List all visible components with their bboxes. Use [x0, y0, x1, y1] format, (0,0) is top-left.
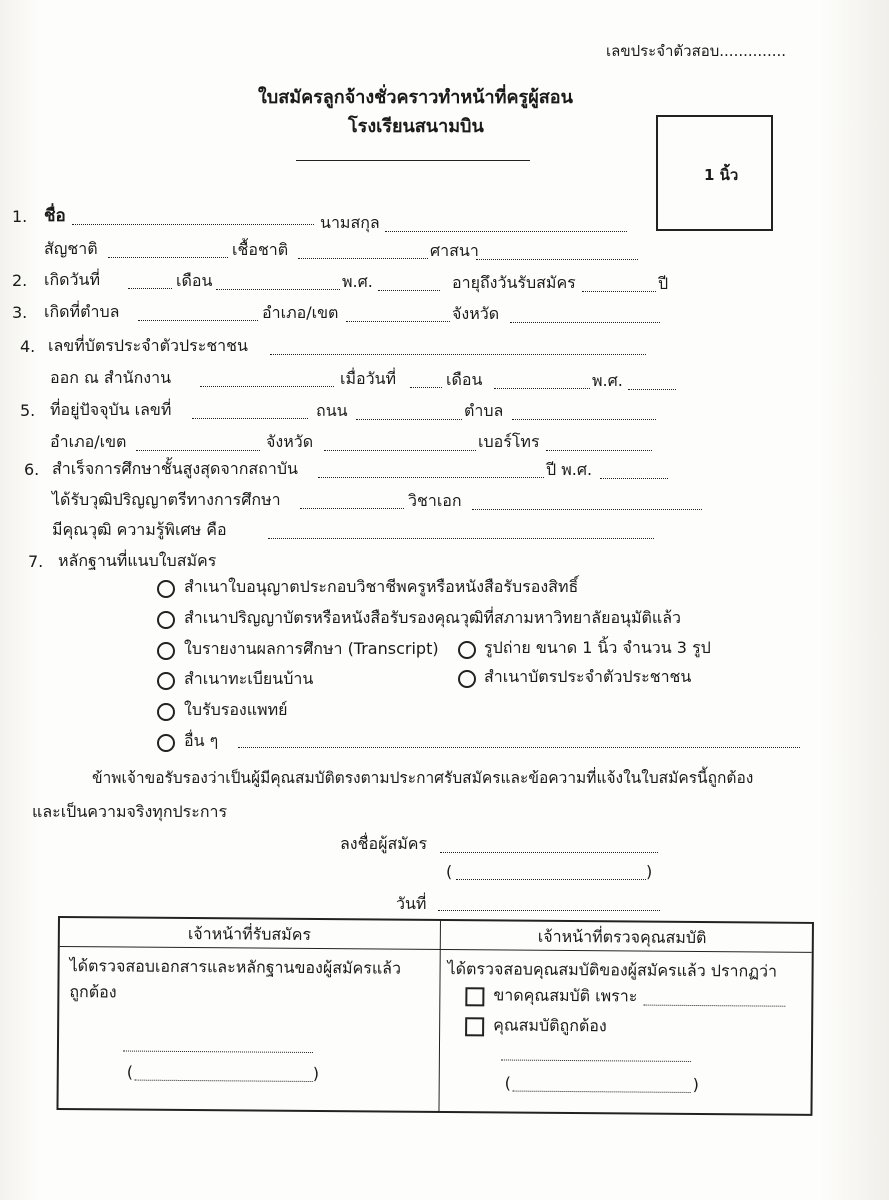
race-label: เชื้อชาติ: [232, 240, 289, 259]
major-label: วิชาเอก: [408, 491, 462, 510]
grad-year-field[interactable]: [600, 478, 668, 479]
officer-table: [56, 916, 814, 1116]
age-year-label: ปี: [658, 274, 669, 293]
issued-month-label: เดือน: [446, 370, 483, 389]
receiving-paren-close: ): [312, 1064, 320, 1084]
nationality-label: สัญชาติ: [44, 239, 98, 258]
subdistrict-label: ตำบล: [464, 401, 504, 420]
born-district-label: อำเภอ/เขต: [262, 303, 339, 322]
birth-day-label: เกิดวันที่: [44, 270, 101, 289]
license-option: สำเนาใบอนุญาตประกอบวิชาชีพครูหรือหนังสือรับรองสิทธิ์: [184, 577, 579, 596]
applicant-name-field[interactable]: [456, 879, 646, 880]
qualification-name-field[interactable]: [513, 1091, 691, 1093]
born-province-field[interactable]: [510, 322, 660, 323]
phone-field[interactable]: [546, 450, 652, 451]
medical-option: ใบรับรองแพทย์: [184, 700, 288, 719]
special-skill-field[interactable]: [268, 538, 654, 539]
id-copy-option: สำเนาบัตรประจำตัวประชาชน: [484, 667, 692, 686]
issued-at-field[interactable]: [200, 386, 334, 387]
item-number-7: 7.: [28, 552, 44, 571]
receiving-name-field[interactable]: [135, 1080, 313, 1082]
qualification-officer-header: เจ้าหน้าที่ตรวจคุณสมบัติ: [537, 926, 707, 948]
name-label: ชื่อ: [44, 206, 66, 226]
id-card-label: เลขที่บัตรประจำตัวประชาชน: [48, 336, 248, 355]
grad-year-label: ปี พ.ศ.: [546, 460, 593, 479]
birth-year-field[interactable]: [378, 290, 440, 291]
receiving-sign-field[interactable]: [123, 1051, 313, 1053]
issued-at-label: ออก ณ สำนักงาน: [50, 368, 172, 387]
district-label: อำเภอ/เขต: [50, 432, 127, 451]
highest-edu-label: สำเร็จการศึกษาชั้นสูงสุดจากสถาบัน: [52, 459, 298, 478]
qualified-label: คุณสมบัติถูกต้อง: [493, 1015, 607, 1036]
medical-radio[interactable]: [157, 703, 175, 721]
item-number-4: 4.: [20, 337, 36, 356]
age-label: อายุถึงวันรับสมัคร: [452, 273, 576, 292]
born-subdistrict-label: เกิดที่ตำบล: [44, 302, 120, 321]
date-field[interactable]: [438, 910, 660, 911]
religion-field[interactable]: [476, 259, 638, 260]
applicant-sign-label: ลงชื่อผู้สมัคร: [340, 834, 428, 853]
issued-year-label: พ.ศ.: [592, 371, 623, 390]
receiving-correct-text: ถูกต้อง: [69, 982, 117, 1002]
transcript-radio[interactable]: [157, 642, 175, 660]
id-copy-radio[interactable]: [458, 670, 476, 688]
highest-edu-field[interactable]: [318, 477, 544, 478]
issued-year-field[interactable]: [628, 389, 676, 390]
item-number-6: 6.: [24, 460, 40, 479]
birth-month-field[interactable]: [216, 289, 340, 290]
degree-option: สำเนาปริญญาบัตรหรือหนังสือรับรองคุณวุฒิที่สภามหาวิทยาลัยอนุมัติแล้ว: [184, 608, 682, 627]
issued-day-field[interactable]: [410, 387, 442, 388]
qualification-paren-open: (: [504, 1073, 512, 1093]
id-card-field[interactable]: [270, 354, 646, 355]
birth-month-label: เดือน: [176, 271, 213, 290]
road-field[interactable]: [356, 419, 462, 420]
photos-option: รูปถ่าย ขนาด 1 นิ้ว จำนวน 3 รูป: [484, 638, 711, 657]
name-field[interactable]: [72, 224, 314, 225]
paren-close: ): [646, 862, 653, 881]
surname-field[interactable]: [385, 231, 627, 232]
unqualified-reason-field[interactable]: [643, 1005, 785, 1007]
title-underline: [296, 160, 530, 161]
house-reg-radio[interactable]: [157, 672, 175, 690]
born-district-field[interactable]: [346, 321, 450, 322]
qualified-checkbox[interactable]: [465, 1017, 484, 1036]
special-skill-label: มีคุณวุฒิ ความรู้พิเศษ คือ: [52, 520, 227, 539]
other-radio[interactable]: [157, 734, 175, 752]
other-option: อื่น ๆ: [184, 731, 219, 750]
qualification-paren-close: ): [692, 1074, 700, 1095]
qualification-check-text: ได้ตรวจสอบคุณสมบัติของผู้สมัครแล้ว ปรากฏว่า: [447, 959, 778, 981]
photos-radio[interactable]: [458, 641, 476, 659]
qualification-sign-field[interactable]: [501, 1059, 691, 1061]
receiving-paren-open: (: [126, 1062, 134, 1082]
road-label: ถนน: [316, 401, 348, 420]
district-field[interactable]: [136, 450, 260, 451]
birth-year-label: พ.ศ.: [342, 272, 373, 291]
birth-day-field[interactable]: [128, 288, 172, 289]
paren-open: (: [446, 862, 453, 881]
born-subdistrict-field[interactable]: [138, 320, 258, 321]
license-radio[interactable]: [157, 580, 175, 598]
province-label: จังหวัด: [266, 432, 314, 451]
degree-radio[interactable]: [157, 611, 175, 629]
religion-label: ศาสนา: [430, 241, 479, 260]
unqualified-checkbox[interactable]: [465, 987, 484, 1006]
applicant-sign-field[interactable]: [440, 852, 658, 853]
address-no-label: ที่อยู่ปัจจุบัน เลขที่: [50, 400, 172, 419]
receiving-check-text: ได้ตรวจสอบเอกสารและหลักฐานของผู้สมัครแล้ว: [69, 956, 402, 978]
province-field[interactable]: [324, 450, 476, 451]
transcript-option: ใบรายงานผลการศึกษา (Transcript): [184, 639, 439, 658]
other-field[interactable]: [238, 747, 800, 748]
unqualified-label: ขาดคุณสมบัติ เพราะ: [493, 985, 638, 1006]
exam-number-label: เลขประจำตัวสอบ..............: [606, 42, 787, 60]
item-number-2: 2.: [12, 271, 28, 290]
photo-size-label: 1 นิ้ว: [704, 166, 739, 184]
receiving-officer-header: เจ้าหน้าที่รับสมัคร: [187, 924, 312, 944]
date-label: วันที่: [396, 894, 427, 913]
major-field[interactable]: [472, 509, 702, 510]
form-title: ใบสมัครลูกจ้างชั่วคราวทำหน้าที่ครูผู้สอน: [258, 87, 573, 108]
issued-month-field[interactable]: [494, 388, 590, 389]
born-province-label: จังหวัด: [452, 304, 500, 323]
school-name: โรงเรียนสนามบิน: [348, 116, 484, 137]
declaration-line-2: และเป็นความจริงทุกประการ: [32, 802, 228, 821]
declaration-line-1: ข้าพเจ้าขอรับรองว่าเป็นผู้มีคุณสมบัติตรงตามประกาศรับสมัครและข้อความที่แจ้งในใบสมัครนี้ถูกต้อง: [92, 769, 754, 787]
edu-degree-label: ได้รับวุฒิปริญญาตรีทางการศึกษา: [52, 490, 281, 509]
edu-degree-field[interactable]: [300, 508, 404, 509]
house-reg-option: สำเนาทะเบียนบ้าน: [184, 669, 314, 688]
nationality-field[interactable]: [108, 257, 228, 258]
race-field[interactable]: [298, 258, 428, 259]
surname-label: นามสกุล: [320, 213, 380, 232]
issued-on-label: เมื่อวันที่: [340, 369, 397, 388]
item-number-1: 1.: [12, 207, 28, 226]
item-number-3: 3.: [12, 303, 28, 322]
address-no-field[interactable]: [192, 418, 308, 419]
evidence-label: หลักฐานที่แนบใบสมัคร: [58, 551, 217, 570]
item-number-5: 5.: [20, 401, 36, 420]
phone-label: เบอร์โทร: [478, 432, 540, 451]
photo-box[interactable]: [656, 115, 773, 231]
subdistrict-field[interactable]: [512, 419, 656, 420]
age-field[interactable]: [582, 291, 656, 292]
